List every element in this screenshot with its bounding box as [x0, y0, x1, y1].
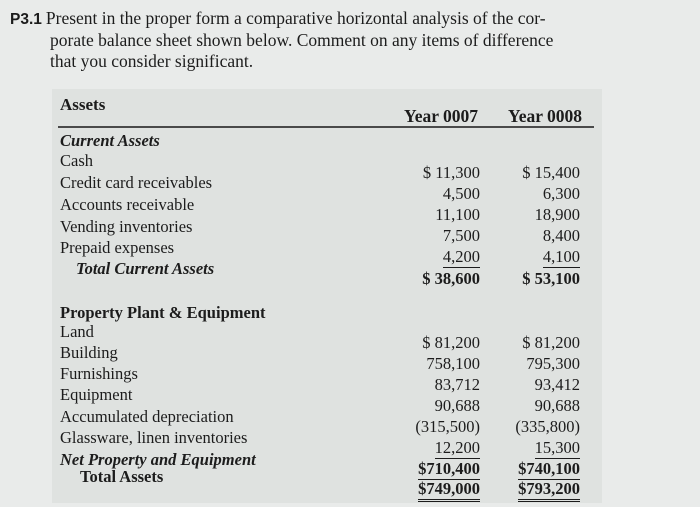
row-value-y2: 795,300	[526, 354, 580, 373]
net-ppe-y1: $710,400	[418, 459, 480, 478]
row-value-y1: 90,688	[434, 396, 480, 415]
row-label: Glassware, linen inventories	[60, 428, 248, 447]
row-label: Cash	[60, 151, 93, 170]
year-0007-header: Year 0007	[404, 106, 479, 126]
problem-number: P3.1	[10, 11, 42, 28]
row-value-y1: 7,500	[442, 226, 480, 245]
total-assets-label: Total Assets	[80, 467, 164, 486]
row-value-y2: 90,688	[534, 396, 580, 415]
header-rule	[58, 126, 594, 128]
row-value-y1: 758,100	[426, 354, 480, 373]
row-value-y1: 12,200	[434, 438, 480, 457]
row-value-y2: $ 15,400	[522, 163, 580, 182]
row-label: Furnishings	[60, 364, 138, 383]
row-value-y2: (335,800)	[515, 417, 580, 436]
row-value-y2: 4,100	[542, 247, 580, 266]
total-current-assets-y1: $ 38,600	[422, 269, 480, 288]
row-label: Credit card receivables	[60, 173, 213, 192]
year-0008-header: Year 0008	[508, 106, 583, 126]
row-label: Land	[60, 322, 94, 341]
net-ppe-y2: $740,100	[518, 459, 580, 478]
balance-sheet-table	[52, 89, 602, 503]
net-ppe-label: Net Property and Equipment	[60, 450, 256, 469]
row-value-y1: 11,100	[435, 205, 480, 224]
row-value-y2: 8,400	[542, 226, 580, 245]
problem-line-1	[10, 8, 630, 30]
problem-text-3: that you consider significant.	[50, 51, 254, 71]
current-assets-heading: Current Assets	[60, 131, 160, 150]
row-label: Prepaid expenses	[60, 238, 175, 257]
row-value-y1: $ 81,200	[422, 333, 480, 352]
problem-text-2: porate balance sheet shown below. Comment on any items of difference	[50, 30, 554, 50]
row-value-y1: 4,200	[442, 247, 480, 266]
row-value-y1: 4,500	[442, 184, 480, 203]
problem-statement	[10, 8, 630, 72]
row-label: Accounts receivable	[60, 195, 195, 214]
row-label: Vending inventories	[60, 217, 193, 236]
row-value-y1: 83,712	[434, 375, 480, 394]
assets-header: Assets	[60, 95, 106, 114]
row-label: Accumulated depreciation	[60, 407, 234, 426]
total-current-assets-label: Total Current Assets	[76, 259, 215, 278]
row-value-y2: $ 81,200	[522, 333, 580, 352]
row-value-y1: $ 11,300	[422, 163, 480, 182]
row-value-y2: 15,300	[534, 438, 580, 457]
row-label: Building	[60, 343, 118, 362]
row-value-y2: 6,300	[542, 184, 580, 203]
problem-text-1: Present in the proper form a comparative horizontal analysis of the cor-	[45, 8, 546, 28]
row-value-y1: (315,500)	[415, 417, 480, 436]
total-assets-y2: $793,200	[518, 479, 580, 502]
row-value-y2: 93,412	[534, 375, 580, 394]
row-label: Equipment	[60, 385, 133, 404]
row-value-y2: 18,900	[534, 205, 580, 224]
total-current-assets-y2: $ 53,100	[522, 269, 580, 288]
total-assets-y1: $749,000	[418, 479, 480, 502]
ppe-heading: Property Plant & Equipment	[60, 303, 266, 322]
